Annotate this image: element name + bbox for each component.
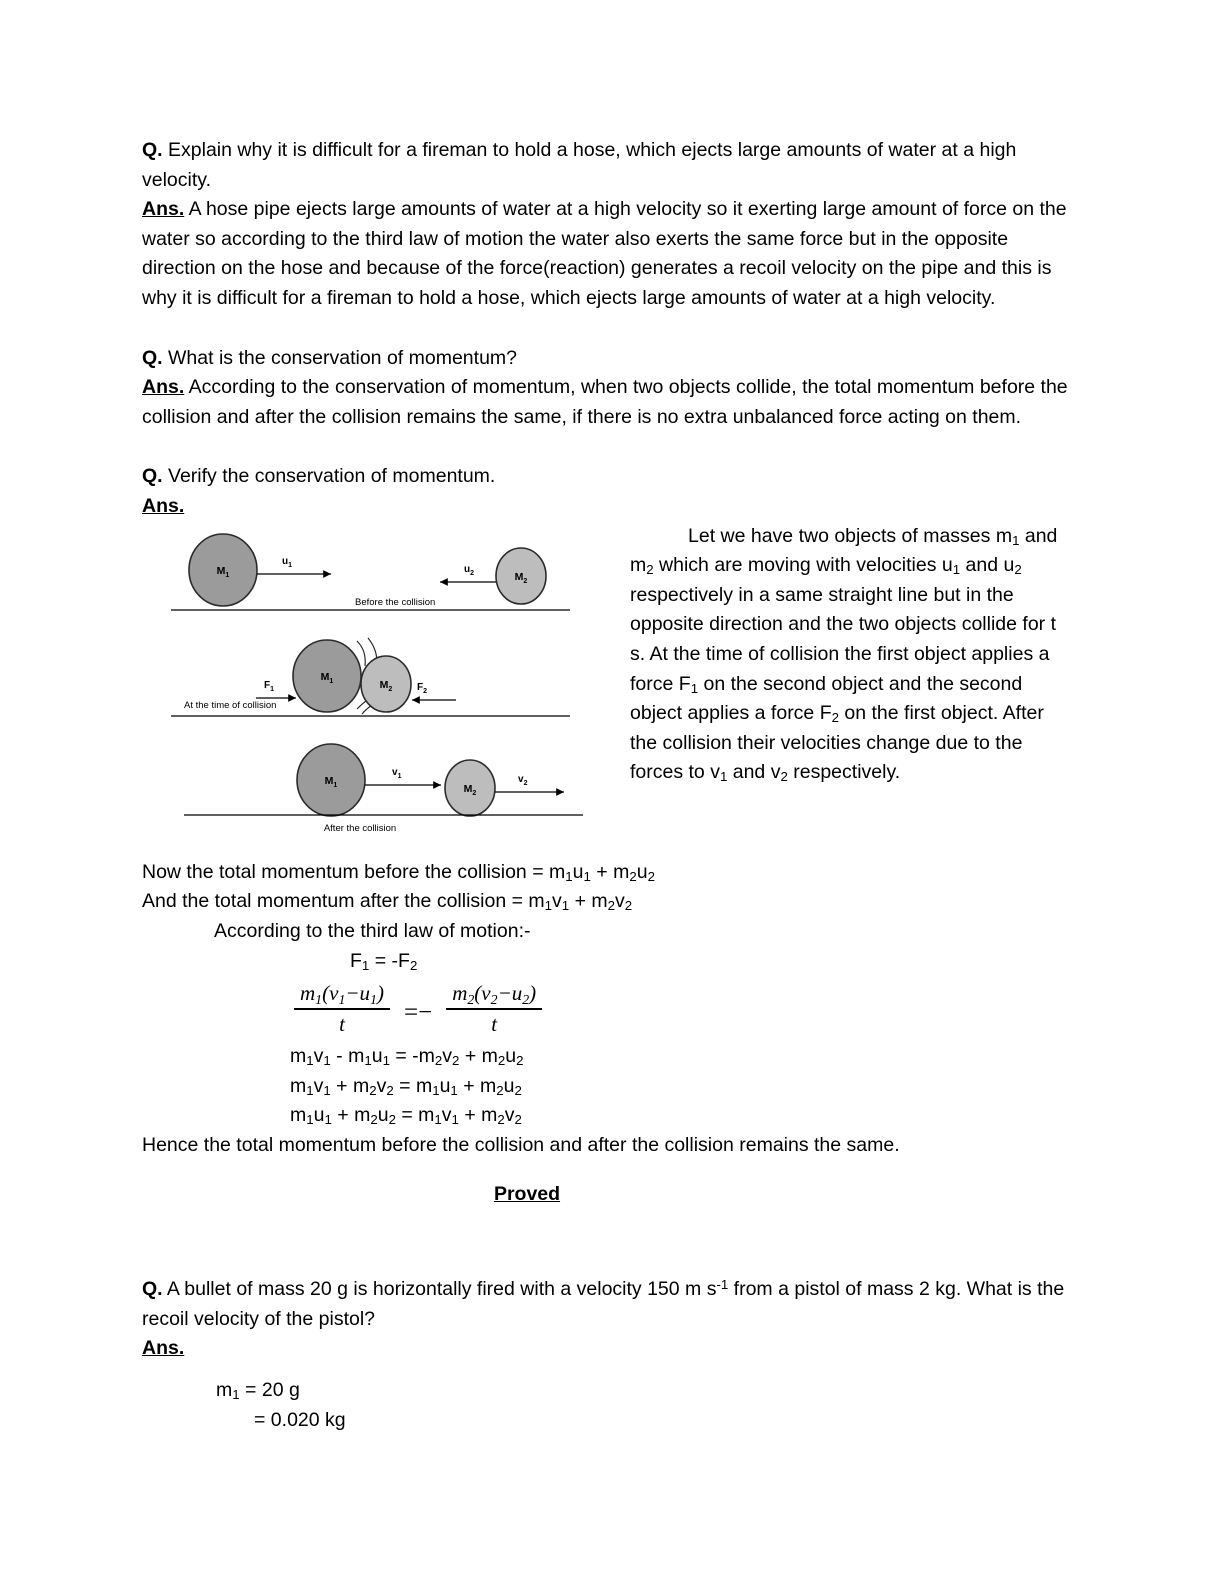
sub: 2 xyxy=(514,1112,522,1128)
sub: 1 xyxy=(544,898,553,914)
sub: 1 xyxy=(338,992,346,1008)
sub: 1 xyxy=(561,898,570,914)
explanation-sub-6: 2 xyxy=(831,710,839,725)
momentum-after-line: And the total momentum after the collision = $m_1v_1 + m_2v_2$ xyxy=(142,890,633,914)
question-4-block xyxy=(142,1275,1072,1364)
figure-row-during xyxy=(171,638,570,716)
sub: 2 xyxy=(516,1053,524,1069)
explanation-seg-6: on the second object and the second object applies a force F xyxy=(630,672,1023,725)
question-2-lead: Q. xyxy=(142,346,163,369)
derivation-conclusion: Hence the total momentum before the collision and after the collision remains the same. xyxy=(142,1134,900,1157)
sub: 1 xyxy=(323,1082,331,1098)
sub: 2 xyxy=(514,1082,522,1098)
figure-and-explanation xyxy=(142,522,1072,834)
fraction-right xyxy=(446,981,542,1037)
sub: 1 xyxy=(306,1053,314,1069)
impulse-fraction-equation xyxy=(142,976,1072,1042)
proved-label: Proved xyxy=(493,1183,561,1206)
figure-row-after xyxy=(184,744,583,834)
question-1-text: Explain why it is difficult for a fireman to hold a hose, which ejects large amounts of water at a high velocity. xyxy=(142,139,1017,191)
explanation-seg-5: respectively in a same straight line but in the opposite direction and the two objects collide for t s. At the time of collision the first object applies a force F xyxy=(630,583,1057,695)
sub: 1 xyxy=(306,1082,314,1098)
derivation-step-2: $m_1v_1 + m_2v_2 = m_1u_1 + m_2u_2$ xyxy=(290,1074,522,1098)
document-content xyxy=(142,136,1072,1435)
question-4-text-a: A bullet of mass 20 g is horizontally fired with a velocity 150 m s xyxy=(162,1278,717,1301)
sub: 2 xyxy=(434,1053,443,1069)
explanation-sub-1: 1 xyxy=(1012,532,1020,548)
sub: 2 xyxy=(409,957,418,973)
question-4-text-b: from a pistol of mass 2 kg. What is the recoil velocity of the pistol? xyxy=(142,1278,1065,1330)
question-1-block xyxy=(142,136,1072,314)
explanation-text xyxy=(630,522,1072,788)
sub: 2 xyxy=(647,868,655,884)
u1-label: $u_1$ xyxy=(282,555,293,569)
sub: 2 xyxy=(496,1082,504,1098)
fraction-left xyxy=(294,981,390,1037)
answer-3-lead: Ans. xyxy=(142,494,185,517)
caption-during: At the time of collision xyxy=(184,699,277,711)
question-4-superscript: -1 xyxy=(716,1277,729,1293)
sub: 1 xyxy=(432,1082,440,1098)
sub: 1 xyxy=(382,1053,390,1069)
sub: 1 xyxy=(583,868,591,884)
sub: 1 xyxy=(323,1053,331,1069)
spacer xyxy=(142,432,1072,462)
mass2-label-before: $M_2$ xyxy=(514,570,528,585)
explanation-sub-3: 1 xyxy=(952,562,961,578)
explanation-sub-7: 1 xyxy=(719,769,728,785)
figure-row-before xyxy=(171,534,570,610)
explanation-seg-7: on the first object. After the collision their velocities change due to the forces to v xyxy=(630,702,1044,784)
sub: 2 xyxy=(369,1082,377,1098)
explanation-seg-2: and m xyxy=(630,524,1058,577)
mass2-label-during: $M_2$ xyxy=(379,678,393,693)
derivation-step-3: $m_1u_1 + m_2u_2 = m_1v_1 + m_2v_2$ xyxy=(290,1104,522,1128)
caption-before: Before the collision xyxy=(355,596,436,608)
sub: 1 xyxy=(450,1082,458,1098)
sub: 1 xyxy=(306,1112,314,1128)
sub: 2 xyxy=(452,1053,460,1069)
spacer xyxy=(142,1229,1072,1275)
calc-mass-kg-line: = 0.020 kg xyxy=(254,1408,346,1431)
sub: 1 xyxy=(361,957,370,973)
question-3-text: Verify the conservation of momentum. xyxy=(162,465,496,488)
sub: 2 xyxy=(607,898,615,914)
explanation-seg-4: and u xyxy=(960,554,1015,577)
sub: 1 xyxy=(324,1112,332,1128)
calc-mass-line: $m_1 = 20$ g xyxy=(216,1379,300,1402)
explanation-paragraph xyxy=(630,522,1072,788)
question-1-lead: Q. xyxy=(142,139,163,161)
sub: 2 xyxy=(624,898,633,914)
answer-4-lead: Ans. xyxy=(142,1337,185,1360)
fraction-left-numerator: $m_1(v_1-u_1)$ xyxy=(300,981,384,1008)
fraction-right-numerator: $m_2(v_2-u_2)$ xyxy=(452,981,537,1008)
sub: 1 xyxy=(434,1112,442,1128)
collision-diagram-svg xyxy=(164,524,624,836)
spacer xyxy=(142,1364,1072,1376)
sub: 2 xyxy=(388,1112,396,1128)
derivation-step-1: $m_1v_1 - m_1u_1 = -m_2v_2 + m_2u_2$ xyxy=(290,1045,524,1069)
question-4-lead: Q. xyxy=(142,1278,163,1301)
explanation-seg-9: respectively. xyxy=(787,761,901,784)
u2-label: $u_2$ xyxy=(464,563,475,577)
sub: 2 xyxy=(497,1053,506,1069)
spacer xyxy=(142,314,1072,344)
explanation-seg-1: Let we have two objects of masses m xyxy=(688,524,1013,547)
third-law-line: According to the third law of motion:- xyxy=(214,920,531,943)
caption-after: After the collision xyxy=(323,822,397,834)
explanation-sub-8: 2 xyxy=(780,769,788,785)
explanation-sub-4: 2 xyxy=(1014,562,1022,578)
v1-label: $v_1$ xyxy=(392,766,402,780)
sub: 2 xyxy=(497,1112,505,1128)
explanation-sub-5: 1 xyxy=(690,680,699,696)
answer-2-text: According to the conservation of momentum, when two objects collide, the total momentum before the collision and after the collision remains the same, if there is no extra unbalanced force acting on them. xyxy=(142,376,1068,428)
mass1-label-after: $M_1$ xyxy=(324,774,338,789)
sub: 2 xyxy=(629,868,637,884)
answer-2-lead: Ans. xyxy=(142,376,185,399)
f1-equals-f2-line: $F_1 = -F_2$ xyxy=(350,949,418,973)
derivation-block xyxy=(142,858,1072,1210)
sub: 1 xyxy=(232,1386,240,1402)
f1-label: $F_1$ xyxy=(264,679,275,693)
v2-label: $v_2$ xyxy=(518,773,528,787)
sub: 1 xyxy=(364,1053,372,1069)
sub: 1 xyxy=(565,868,573,884)
collision-diagram xyxy=(164,524,624,836)
fraction-operator: =− xyxy=(403,999,433,1027)
question-2-block xyxy=(142,344,1072,433)
sub: 2 xyxy=(370,1112,378,1128)
momentum-before-line: Now the total momentum before the collision = $m_1u_1 + m_2u_2$ xyxy=(142,860,655,884)
mass1-label-before: $M_1$ xyxy=(216,564,230,579)
explanation-seg-8: and v xyxy=(727,761,781,784)
fraction-right-denominator: t xyxy=(491,1012,498,1037)
sub: 1 xyxy=(451,1112,459,1128)
explanation-sub-2: 2 xyxy=(646,562,654,578)
mass2-label-after: $M_2$ xyxy=(463,782,477,797)
question-2-text: What is the conservation of momentum? xyxy=(162,346,518,369)
answer-1-lead: Ans. xyxy=(142,198,185,221)
sub: 1 xyxy=(315,992,323,1008)
fraction-left-denominator: t xyxy=(339,1012,345,1037)
question-3-lead: Q. xyxy=(142,465,163,488)
sub: 2 xyxy=(386,1082,394,1098)
answer-1-text: A hose pipe ejects large amounts of water at a high velocity so it exerting large amount of force on the water so according to the third law of motion the water also exerts the same force but in the opposite direction on the hose and because of the force(reaction) generates a recoil velocity on the pipe and this is why it is difficult for a fireman to hold a hose, which ejects large amounts of water at a high velocity. xyxy=(142,198,1067,309)
sub: 1 xyxy=(370,992,377,1008)
mass1-label-during: $M_1$ xyxy=(320,670,334,685)
f2-label: $F_2$ xyxy=(417,681,428,695)
explanation-seg-3: which are moving with velocities u xyxy=(653,554,953,577)
sub: 2 xyxy=(490,992,498,1008)
sub: 2 xyxy=(522,992,530,1008)
question-3-block xyxy=(142,462,1072,521)
sub: 2 xyxy=(467,992,475,1008)
